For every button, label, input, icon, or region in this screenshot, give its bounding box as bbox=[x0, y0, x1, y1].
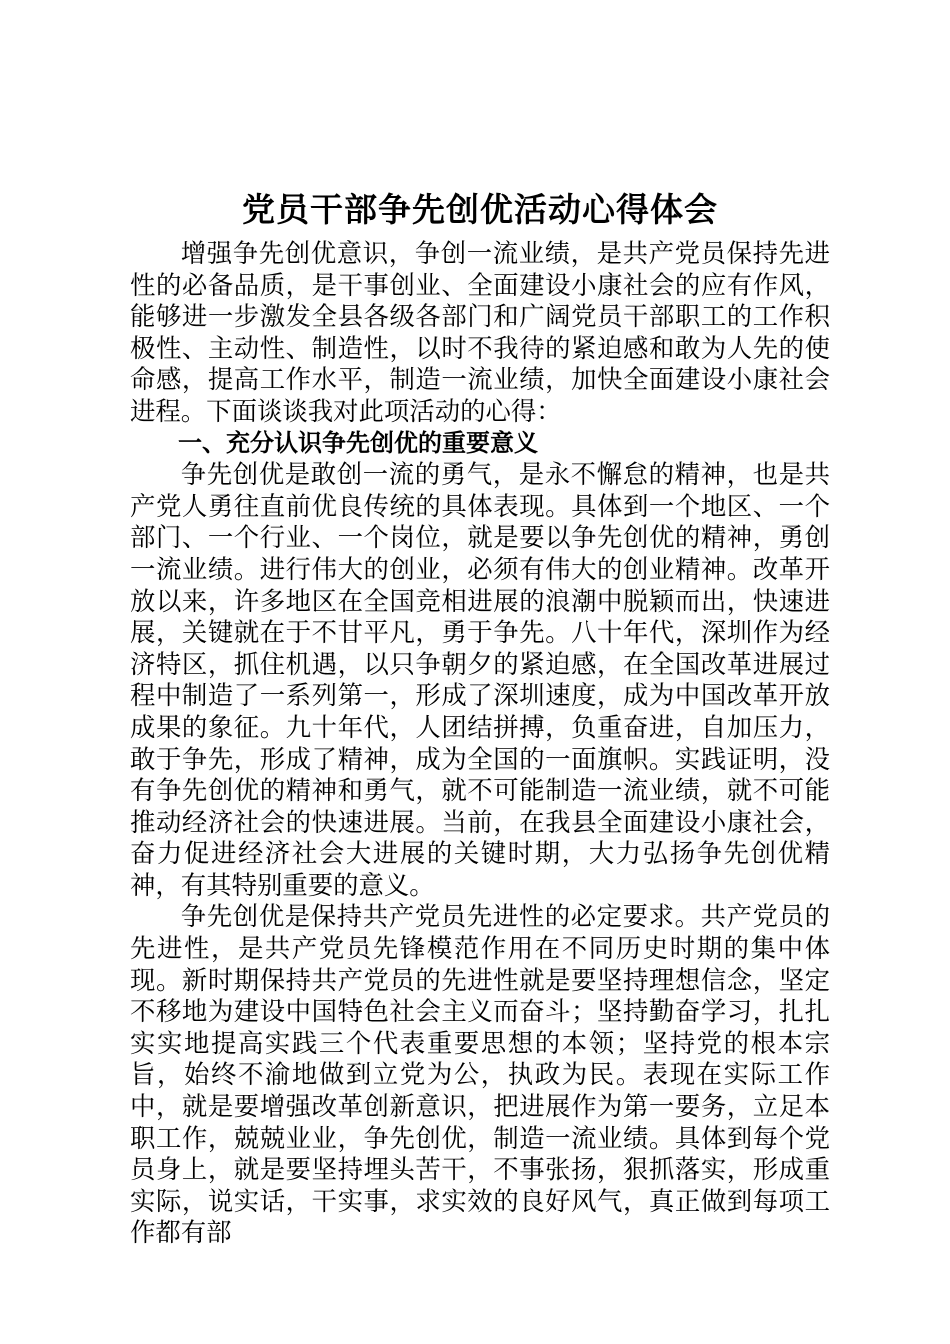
document-page bbox=[130, 186, 830, 1249]
paragraph-body-1: 争先创优是敢创一流的勇气，是永不懈怠的精神，也是共产党人勇往直前优良传统的具体表现。具体到一个地区、一个部门、一个行业、一个岗位，就是要以争先创优的精神，勇创一流业绩。进行伟大的创业，必须有伟大的创业精神。改革开放以来，许多地区在全国竞相进展的浪潮中脱颖而出，快速进展，关键就在于不甘平凡，勇于争先。八十年代，深圳作为经济特区，抓住机遇，以只争朝夕的紧迫感，在全国改革进展过程中制造了一系列第一，形成了深圳速度，成为中国改革开放成果的象征。九十年代，人团结拼搏，负重奋进，自加压力，敢于争先，形成了精神，成为全国的一面旗帜。实践证明，没有争先创优的精神和勇气，就不可能制造一流业绩，就不可能推动经济社会的快速进展。当前，在我县全面建设小康社会，奋力促进经济社会大进展的关键时期，大力弘扬争先创优精神，有其特别重要的意义。 bbox=[130, 459, 830, 900]
paragraph-body-2: 争先创优是保持共产党员先进性的必定要求。共产党员的先进性，是共产党员先锋模范作用在不同历史时期的集中体现。新时期保持共产党员的先进性就是要坚持理想信念，坚定不移地为建设中国特色社会主义而奋斗；坚持勤奋学习，扎扎实实地提高实践三个代表重要思想的本领；坚持党的根本宗旨，始终不渝地做到立党为公，执政为民。表现在实际工作中，就是要增强改革创新意识，把进展作为第一要务，立足本职工作，兢兢业业，争先创优，制造一流业绩。具体到每个党员身上，就是要坚持埋头苦干，不事张扬，狠抓落实，形成重实际，说实话，干实事，求实效的良好风气，真正做到每项工作都有部 bbox=[130, 901, 830, 1248]
document-title: 党员干部争先创优活动心得体会 bbox=[242, 190, 718, 229]
paragraph-intro: 增强争先创优意识，争创一流业绩，是共产党员保持先进性的必备品质，是干事创业、全面建设小康社会的应有作风，能够进一步激发全县各级各部门和广阔党员干部职工的工作积极性、主动性、制造性，以时不我待的紧迫感和敢为人先的使命感，提高工作水平，制造一流业绩，加快全面建设小康社会进程。下面谈谈我对此项活动的心得： bbox=[130, 238, 830, 426]
section-heading: 一、充分认识争先创优的重要意义 bbox=[178, 428, 538, 457]
